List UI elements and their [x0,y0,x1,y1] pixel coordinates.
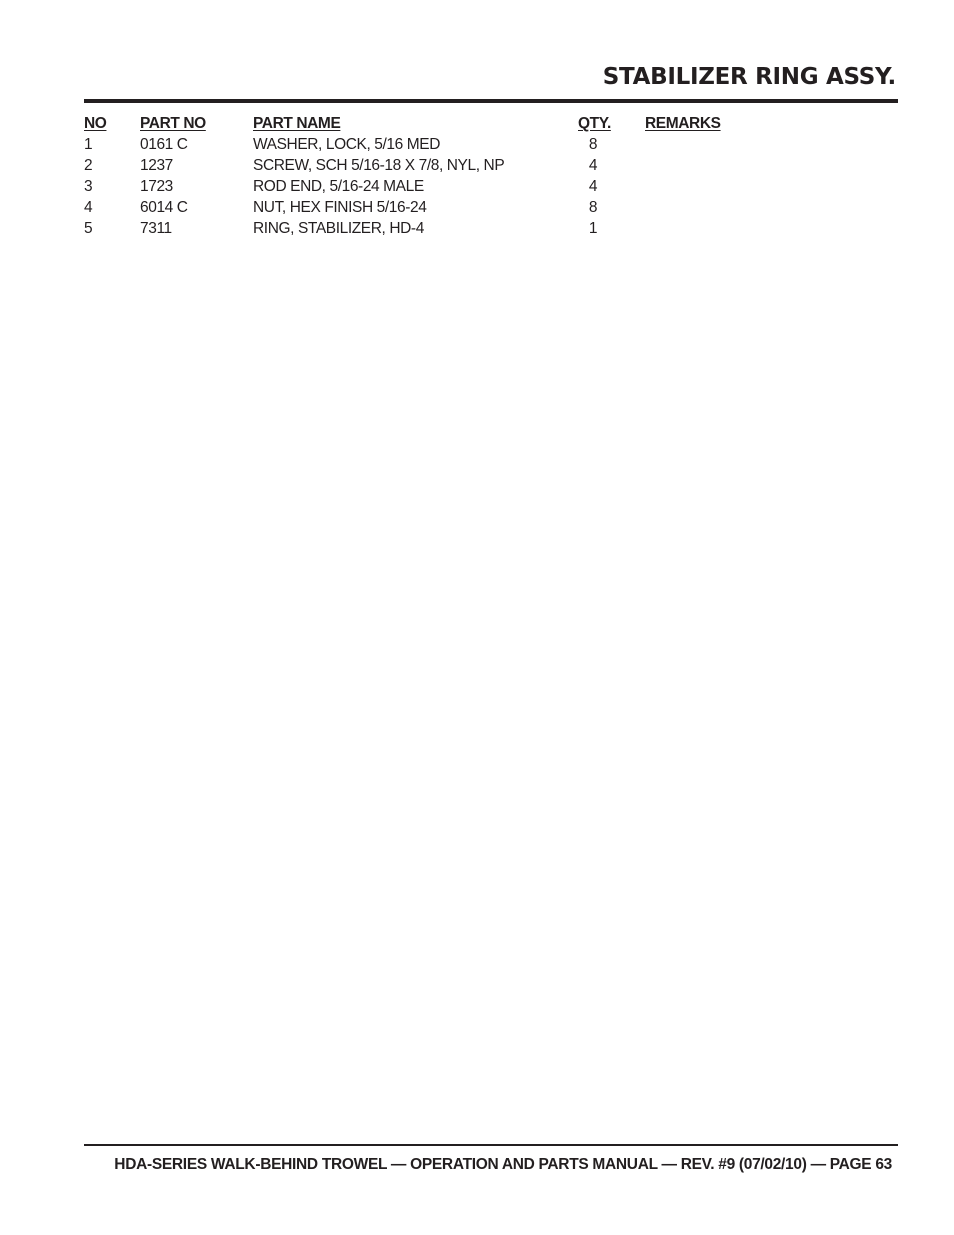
cell-qty: 8 [588,199,598,216]
header-qty: QTY. [578,115,611,132]
header-part-no: PART NO [140,115,206,132]
cell-no: 2 [84,157,93,174]
cell-no: 3 [84,178,93,195]
cell-no: 1 [84,136,93,153]
cell-qty: 1 [588,220,598,237]
table-row [84,218,784,239]
header-no: NO [84,115,107,132]
cell-part-name: NUT, HEX FINISH 5/16-24 [253,199,427,216]
header-part-name: PART NAME [253,115,341,132]
table-row [84,134,784,155]
table-row [84,176,784,197]
cell-part-name: SCREW, SCH 5/16-18 X 7/8, NYL, NP [253,157,505,174]
cell-no: 4 [84,199,93,216]
table-row [84,197,784,218]
cell-qty: 4 [588,178,598,195]
cell-no: 5 [84,220,93,237]
cell-part-no: 1237 [140,157,173,174]
footer-divider [84,1144,898,1146]
cell-qty: 8 [588,136,598,153]
page-title: STABILIZER RING ASSY. [602,64,896,90]
page-footer: HDA-SERIES WALK-BEHIND TROWEL — OPERATION AND PARTS MANUAL — REV. #9 (07/02/10) — PAGE 63 [114,1156,892,1173]
cell-part-no: 6014 C [140,199,188,216]
cell-part-name: RING, STABILIZER, HD-4 [253,220,424,237]
cell-qty: 4 [588,157,598,174]
table-row [84,155,784,176]
title-divider [84,99,898,103]
cell-part-name: ROD END, 5/16-24 MALE [253,178,424,195]
cell-part-no: 0161 C [140,136,188,153]
table-header-row [84,113,784,134]
cell-part-name: WASHER, LOCK, 5/16 MED [253,136,441,153]
cell-part-no: 7311 [140,220,172,237]
header-remarks: REMARKS [645,115,721,132]
parts-table [84,113,784,239]
cell-part-no: 1723 [140,178,173,195]
